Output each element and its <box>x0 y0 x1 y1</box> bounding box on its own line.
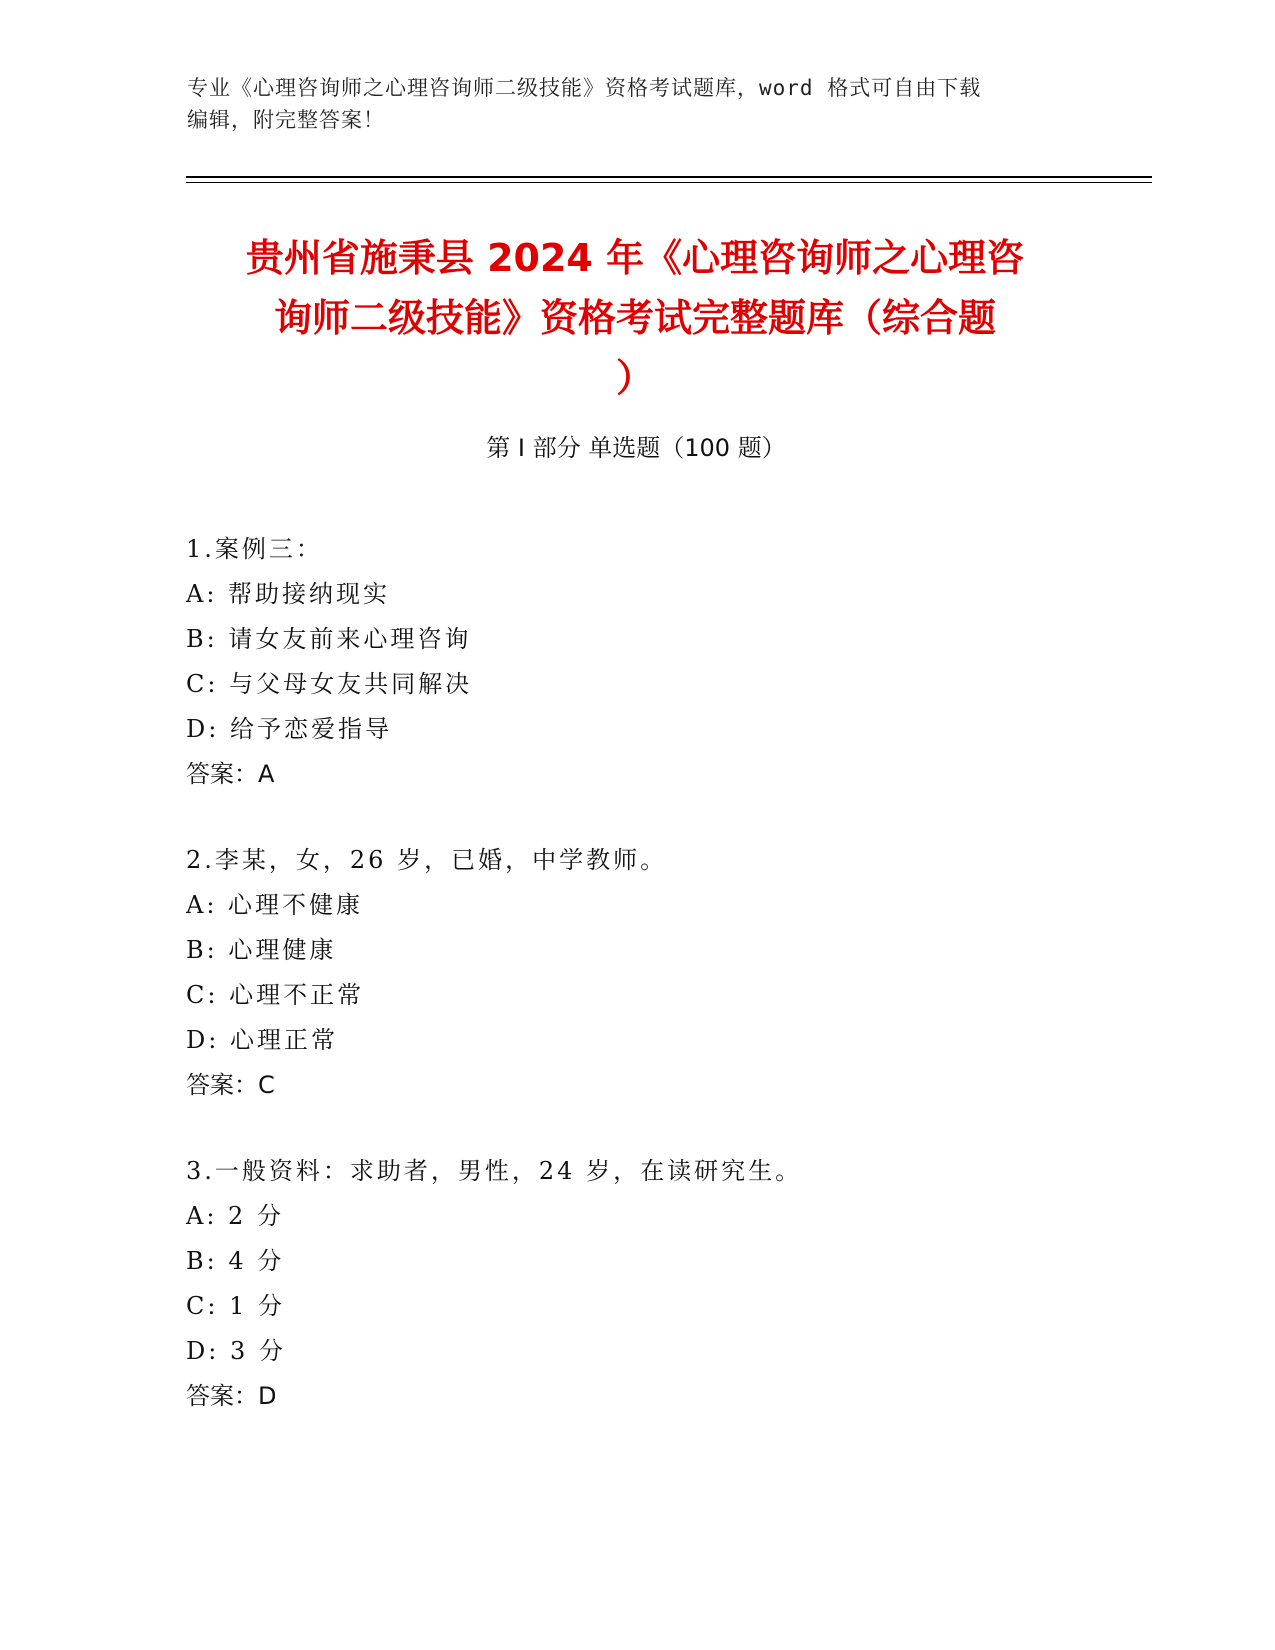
document-title-line2: 询师二级技能》资格考试完整题库（综合题 <box>273 296 996 340</box>
question-option-c: C: 心理不正常 <box>186 981 365 1009</box>
header-divider-thin <box>186 182 1152 183</box>
question-item <box>186 527 1136 797</box>
question-list <box>186 527 1136 1460</box>
document-title <box>180 228 1090 408</box>
question-stem: 3.一般资料：求助者，男性，24 岁，在读研究生。 <box>186 1157 803 1185</box>
question-option-c: C: 与父母女友共同解决 <box>186 670 473 698</box>
question-option-c: C: 1 分 <box>186 1292 285 1320</box>
question-option-a: A: 帮助接纳现实 <box>186 580 391 608</box>
question-option-d: D: 心理正常 <box>186 1026 338 1054</box>
document-title-line3: ） <box>615 356 654 400</box>
question-option-a: A: 2 分 <box>186 1202 284 1230</box>
question-item <box>186 1149 1136 1419</box>
question-stem: 2.李某，女，26 岁，已婚，中学教师。 <box>186 846 668 874</box>
header-divider-thick <box>186 176 1152 178</box>
question-option-a: A: 心理不健康 <box>186 891 364 919</box>
question-option-b: B: 请女友前来心理咨询 <box>186 625 472 653</box>
question-answer: 答案：D <box>186 1382 277 1410</box>
header-note-line1: 专业《心理咨询师之心理咨询师二级技能》资格考试题库，word 格式可自由下载 <box>187 76 982 100</box>
question-answer: 答案：C <box>186 1071 275 1099</box>
question-option-d: D: 3 分 <box>186 1337 286 1365</box>
question-option-b: B: 心理健康 <box>186 936 337 964</box>
question-item <box>186 838 1136 1108</box>
header-note <box>187 72 1087 136</box>
question-answer: 答案：A <box>186 760 275 788</box>
question-stem: 1.案例三： <box>186 535 323 563</box>
section-title: 第 I 部分 单选题（100 题） <box>486 434 786 462</box>
question-option-b: B: 4 分 <box>186 1247 285 1275</box>
document-title-line1: 贵州省施秉县 2024 年《心理咨询师之心理咨 <box>245 236 1025 280</box>
question-option-d: D: 给予恋爱指导 <box>186 715 392 743</box>
header-note-line2: 编辑，附完整答案！ <box>187 108 385 132</box>
